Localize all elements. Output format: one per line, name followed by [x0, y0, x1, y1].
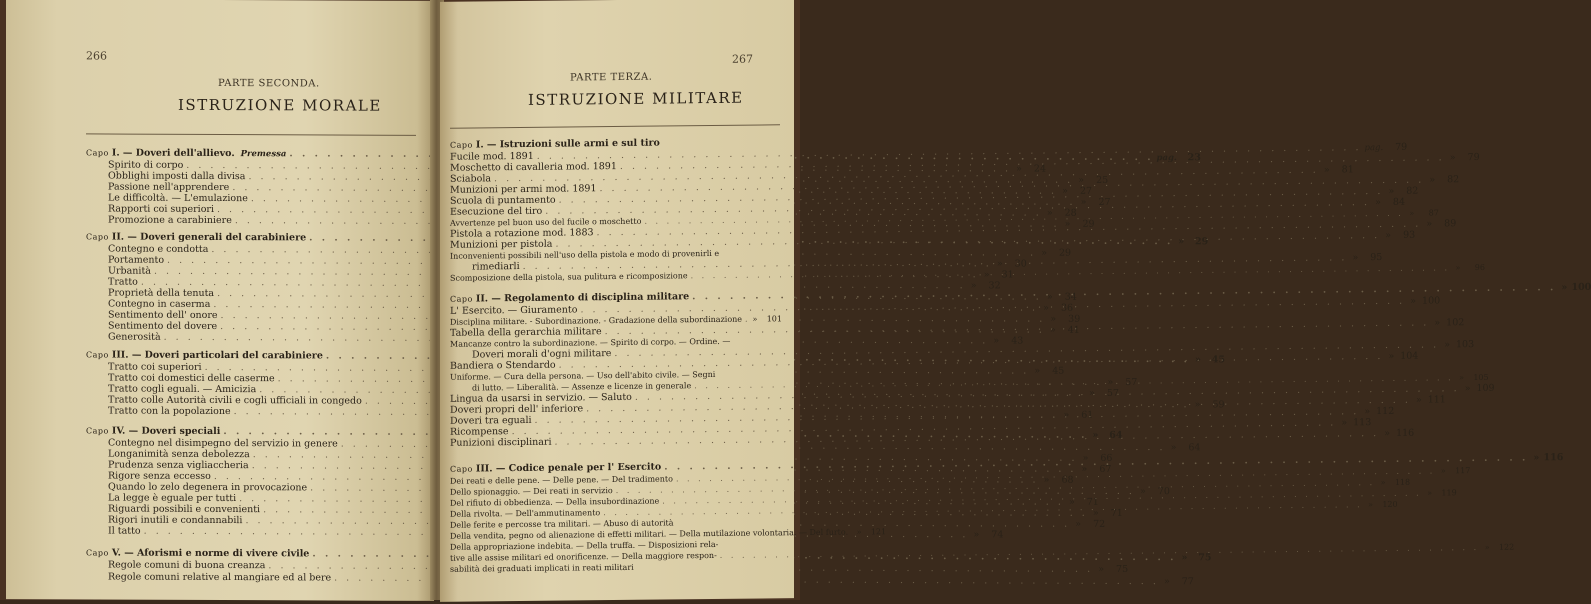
ditto-mark: »: [1063, 409, 1070, 421]
entry-text: Urbanità: [108, 265, 151, 277]
ditto-mark: »: [1444, 339, 1451, 351]
entry-text: Tratto coi domestici delle caserme: [108, 372, 275, 385]
page-ref: 81: [1341, 164, 1354, 176]
ditto-mark: »: [1075, 518, 1082, 530]
entry-text: Tratto cogli eguali. — Amicizia: [108, 383, 257, 396]
pag-label: pag.: [1156, 153, 1177, 164]
entry-text: Punizioni disciplinari: [450, 436, 552, 449]
entry-text: I. — Doveri dell'allievo.: [111, 147, 235, 160]
entry-title: [86, 349, 323, 361]
entry-title: [450, 138, 660, 151]
page-ref: 57: [1125, 376, 1138, 389]
entry-text: Portamento: [108, 254, 165, 266]
page-number: 266: [86, 49, 107, 63]
ditto-mark: »: [1082, 452, 1089, 464]
ditto-mark: »: [1078, 174, 1085, 186]
entry-title: [86, 231, 306, 243]
ditto-mark: »: [996, 258, 1003, 270]
entry-text: Contegno in caserma: [108, 298, 211, 310]
page-ref: 27: [1079, 185, 1093, 197]
ditto-mark: »: [1449, 152, 1456, 164]
entry-text: Lingua da usarsi in servizio. — Saluto: [450, 391, 632, 405]
ditto-mark: »: [1050, 313, 1057, 325]
chapter-word: Capo: [450, 294, 476, 304]
entry-text: Riguardi possibili e convenienti: [108, 503, 261, 516]
entry-text: Mancanze contro la subordinazione. — Spirito di corpo. — Ordine. —: [450, 336, 731, 349]
entry-title: [108, 332, 161, 343]
entry-title: [108, 244, 208, 255]
ditto-mark: »: [1459, 373, 1465, 383]
entry-text: Della appropriazione indebita. — Della truffa. — Disposizioni rela-: [450, 539, 719, 552]
ditto-mark: »: [1064, 218, 1071, 230]
part-title: ISTRUZIONE MILITARE: [528, 88, 744, 109]
entry-text: Fucile mod. 1891: [450, 150, 534, 163]
entry-title: [108, 277, 138, 288]
chapter-word: Capo: [86, 426, 112, 436]
entry-title: [108, 460, 249, 472]
chapter-word: Capo: [86, 350, 112, 360]
entry-title: [450, 173, 491, 184]
entry-title: [108, 182, 229, 194]
ditto-mark: »: [1034, 365, 1041, 377]
page-ref: 84: [1392, 196, 1405, 208]
dot-leader: [745, 314, 747, 325]
ditto-mark: »: [1049, 324, 1056, 336]
entry-title: [108, 171, 245, 183]
entry-title: [472, 261, 520, 272]
ditto-mark: »: [1434, 317, 1441, 329]
entry-title: [108, 560, 265, 572]
entry-text: Sciabola: [450, 173, 492, 185]
ditto-mark: »: [1410, 295, 1417, 307]
page-ref: 104: [1400, 350, 1419, 362]
page-ref: 75: [1116, 563, 1129, 575]
page-ref: 29: [1059, 247, 1072, 259]
entry-title: [86, 147, 286, 160]
entry-text: Del rifiuto di obbedienza. — Della insubordinazione: [450, 496, 660, 508]
entry-extra: Premessa: [240, 149, 287, 160]
entry-title: [108, 321, 217, 332]
page-ref: 70: [1157, 486, 1170, 498]
ditto-mark: »: [1016, 163, 1022, 175]
ditto-mark: »: [1195, 354, 1201, 366]
ditto-mark: »: [970, 280, 977, 292]
entry-title: [86, 547, 309, 559]
entry-text: III. — Doveri particolari del carabiniere: [111, 349, 323, 362]
ditto-mark: »: [1041, 247, 1048, 259]
entry-text: Scuola di puntamento: [450, 194, 556, 207]
entry-text: Contegno e condotta: [108, 243, 209, 255]
page-ref: 61: [1081, 409, 1094, 421]
toc-entry: [450, 560, 782, 574]
page-ref: 72: [1093, 518, 1106, 530]
ditto-mark: »: [1384, 427, 1391, 439]
ditto-mark: »: [1561, 282, 1568, 294]
entry-title: [108, 310, 218, 321]
entry-title: [450, 270, 688, 283]
entry-title: [108, 515, 242, 527]
entry-text: Scomposizione della pistola, sua pulitura e ricomposizione: [450, 271, 688, 283]
entry-title: [108, 362, 202, 373]
entry-text: Munizioni per pistola: [450, 238, 553, 251]
header-rule: [86, 133, 416, 135]
entry-title: [108, 482, 307, 494]
entry-text: Quando lo zelo degenera in provocazione: [108, 481, 308, 494]
entry-text: di lutto. — Liberalità. — Assenze e licenze in generale: [472, 381, 692, 393]
ditto-mark: »: [1163, 576, 1170, 588]
entry-text: Regole comuni relative al mangiare ed al bere: [108, 571, 332, 584]
part-heading: PARTE SECONDA.: [218, 77, 320, 90]
entry-text: Disciplina militare. - Subordinazione. - Gradazione della subordinazione: [450, 314, 743, 327]
page-ref: 25: [1096, 174, 1109, 186]
ditto-mark: »: [1181, 552, 1188, 564]
page-ref: 109: [1476, 382, 1495, 394]
entry-text: Ricompense: [450, 426, 509, 438]
page-ref: 64: [1109, 429, 1123, 441]
ditto-mark: »: [1484, 542, 1490, 552]
page-ref: 68: [1061, 474, 1074, 486]
page-ref: 117: [1455, 466, 1471, 476]
entry-text: Le difficoltà. — L'emulazione: [108, 192, 248, 205]
ditto-mark: »: [1062, 185, 1068, 197]
page-ref: 111: [1427, 394, 1446, 406]
page-ref: 28: [1064, 207, 1077, 219]
ditto-mark: »: [1043, 474, 1050, 486]
entry-text: Moschetto di cavalleria mod. 1891: [450, 161, 617, 174]
entry-text: Spirito di corpo: [108, 159, 184, 171]
entry-text: La legge è eguale per tutti: [108, 492, 237, 505]
ditto-mark: »: [1388, 350, 1395, 362]
entry-title: [108, 384, 256, 396]
ditto-mark: »: [1464, 383, 1471, 395]
entry-text: II. — Regolamento di disciplina militare: [475, 291, 690, 305]
ditto-mark: »: [1429, 174, 1436, 186]
ditto-mark: »: [1092, 429, 1099, 441]
page-ref: 100: [1571, 281, 1591, 294]
entry-text: Munizioni per armi mod. 1891: [450, 183, 597, 196]
entry-title: [450, 562, 634, 575]
page-ref: 45: [1211, 354, 1225, 366]
page-ref: 96: [1474, 262, 1485, 273]
toc-entry: [108, 571, 1194, 588]
entry-text: Delle ferite e percosse tra militari. — Abuso di autorità: [450, 518, 674, 530]
ditto-mark: »: [1107, 376, 1114, 388]
page-ref: 105: [1473, 372, 1489, 383]
entry-title: [108, 160, 183, 171]
entry-title: [108, 299, 210, 310]
entry-text: Regole comuni di buona creanza: [108, 559, 266, 572]
page-ref: 31: [1001, 269, 1014, 281]
entry-text: Dei reati e delle pene. — Delle pene. — Del tradimento: [450, 474, 673, 486]
page-ref: 34: [1064, 291, 1077, 303]
entry-title: [108, 255, 164, 266]
page-ref: 79: [1395, 141, 1408, 153]
ditto-mark: »: [1352, 252, 1359, 264]
page-ref: 89: [1444, 218, 1457, 230]
page-ref: 32: [988, 280, 1001, 292]
ditto-mark: »: [993, 335, 1000, 347]
entry-text: Dello spionaggio. — Dei reati in servizio: [450, 486, 613, 497]
page-ref: 100: [1422, 295, 1441, 307]
page-ref: 67: [1099, 463, 1112, 475]
entry-text: Sentimento del dovere: [108, 320, 218, 332]
chapter-word: Capo: [450, 140, 476, 150]
entry-text: Sentimento dell' onore: [108, 309, 218, 321]
chapter-word: Capo: [450, 464, 476, 474]
entry-text: II. — Doveri generali del carabiniere: [111, 231, 307, 244]
entry-text: L' Esercito. — Giuramento: [450, 304, 578, 317]
page-ref: 39: [1068, 313, 1081, 325]
entry-title: [450, 437, 551, 449]
entry-title: [108, 193, 248, 205]
ditto-mark: »: [1323, 164, 1330, 176]
entry-text: Della rivolta. — Dell'ammutinamento: [450, 508, 601, 519]
page-ref: 82: [1447, 174, 1460, 186]
entry-text: tive alle assise militari ed onorificenze. — Della maggiore respon-: [450, 550, 717, 563]
part-title: ISTRUZIONE MORALE: [178, 95, 382, 115]
entry-title: [108, 471, 211, 482]
ditto-mark: »: [1380, 477, 1386, 488]
entry-text: Uniforme. — Cura della persona. — Uso dell'abito civile. — Segni: [450, 369, 716, 382]
ditto-mark: »: [1098, 563, 1105, 575]
entry-text: I. — Istruzioni sulle armi e sul tiro: [475, 137, 660, 151]
ditto-mark: »: [1415, 394, 1422, 406]
page-ref: 71: [1086, 496, 1099, 508]
entry-text: Inconvenienti possibili nell'uso della pistola e modo di provenirli e: [450, 248, 720, 261]
page-ref: 103: [1455, 339, 1475, 351]
ditto-mark: »: [1081, 463, 1088, 475]
entry-title: [108, 406, 231, 418]
page-ref: 41: [1067, 324, 1080, 336]
entry-text: Tratto: [108, 276, 138, 288]
page-ref: 101: [766, 314, 782, 324]
page-ref: 118: [1394, 477, 1411, 487]
entry-text: Promozione a carabiniere: [108, 214, 232, 227]
ditto-mark: »: [1194, 399, 1201, 411]
entry-text: Tratto coi superiori: [108, 361, 202, 373]
ditto-mark: »: [1046, 207, 1053, 219]
page-ref: 57: [1106, 387, 1119, 399]
ditto-mark: »: [1426, 218, 1433, 230]
pag-label: pag.: [1364, 142, 1384, 154]
ditto-mark: »: [1092, 507, 1099, 519]
page-ref: 45: [1052, 365, 1065, 377]
chapter-word: Capo: [86, 548, 112, 558]
page-ref: 24: [1033, 163, 1047, 175]
page-ref: 95: [1370, 251, 1383, 264]
entry-text: rimediarli: [472, 261, 520, 273]
entry-text: Contegno nel disimpegno del servizio in genere: [108, 437, 338, 450]
page-ref: 75: [1198, 552, 1212, 564]
entry-text: Il tatto: [108, 525, 141, 537]
entry-text: V. — Aforismi e norme di vivere civile: [111, 547, 310, 560]
part-heading: PARTE TERZA.: [570, 71, 653, 84]
entry-text: sabilità dei graduati implicati in reati militari: [450, 562, 634, 574]
entry-text: Doveri propri dell' inferiore: [450, 403, 584, 416]
entry-text: Avvertenze pel buon uso del fucile o moschetto: [450, 216, 642, 228]
entry-text: Generosità: [108, 331, 161, 343]
ditto-mark: »: [1068, 496, 1075, 508]
ditto-mark: »: [1089, 387, 1095, 399]
page-ref: 120: [1382, 499, 1398, 509]
page-ref: 121: [870, 527, 887, 537]
entry-text: Tratto colle Autorità civili e cogli ufficiali in congedo: [108, 394, 362, 407]
ditto-mark: »: [1455, 263, 1461, 273]
entry-text: Della vendita, pegno od alienazione di effetti militari. — Della mutilazione volontaria. — Del furto.: [450, 527, 849, 541]
entry-text: Doveri morali d'ogni militare: [472, 348, 612, 361]
entry-text: IV. — Doveri speciali: [111, 425, 221, 438]
entry-text: Doveri tra eguali: [450, 414, 532, 427]
ditto-mark: »: [1139, 486, 1146, 498]
ditto-mark: »: [1440, 466, 1446, 476]
entry-title: [108, 572, 331, 584]
page-ref: 29: [1082, 218, 1095, 230]
page-ref: 74: [991, 529, 1004, 541]
entry-text: Obblighi imposti dalla divisa: [108, 170, 246, 183]
page-ref: 59: [1212, 399, 1225, 411]
entry-title: [450, 151, 534, 163]
page-ref: 116: [1396, 427, 1415, 439]
page-ref: 30: [1014, 258, 1027, 270]
page-ref: 71: [1110, 507, 1123, 519]
ditto-mark: »: [1046, 291, 1053, 303]
chapter-word: Capo: [86, 148, 112, 158]
entry-title: [86, 425, 220, 437]
entry-text: Pistola a rotazione mod. 1883: [450, 227, 594, 240]
page-ref: 66: [1100, 452, 1113, 464]
ditto-mark: »: [1080, 196, 1087, 208]
ditto-mark: »: [1178, 236, 1185, 248]
entry-text: Longanimità senza debolezza: [108, 448, 250, 461]
ditto-mark: »: [973, 529, 980, 541]
page-ref: 113: [1353, 417, 1372, 429]
entry-text: Rapporti coi superiori: [108, 203, 215, 215]
entry-title: [108, 373, 275, 385]
header-rule: [450, 124, 780, 128]
ditto-mark: »: [1364, 406, 1371, 418]
page-ref: 119: [1441, 488, 1457, 498]
entry-title: [108, 204, 214, 215]
ditto-mark: »: [983, 269, 990, 281]
ditto-mark: »: [1385, 229, 1392, 241]
ditto-mark: »: [1388, 185, 1395, 197]
entry-title: [450, 415, 532, 427]
entry-text: Tratto con la popolazione: [108, 405, 231, 418]
entry-title: [108, 266, 151, 277]
page-ref: 43: [1011, 335, 1024, 347]
page-ref: 79: [1467, 151, 1480, 164]
ditto-mark: »: [1341, 417, 1348, 429]
entry-text: Passione nell'apprendere: [108, 181, 230, 194]
entry-title: [450, 426, 509, 438]
page-ref: 93: [1403, 229, 1416, 241]
page-ref: 64: [1188, 442, 1201, 454]
ditto-mark: »: [1375, 197, 1381, 209]
page-number: 267: [732, 52, 753, 66]
ditto-mark: »: [856, 527, 862, 537]
entry-title: [108, 449, 250, 461]
page-ref: 36: [1060, 302, 1074, 314]
page-ref: 87: [1428, 208, 1439, 218]
page-ref: 27: [1098, 196, 1111, 208]
entry-text: Bandiera o Stendardo: [450, 359, 556, 372]
ditto-mark: »: [1368, 500, 1374, 510]
ditto-mark: »: [1409, 208, 1415, 218]
entry-text: Prudenza senza vigliaccheria: [108, 459, 249, 472]
entry-title: [108, 215, 232, 227]
page-ref: 23: [1187, 152, 1201, 164]
entry-title: [450, 462, 661, 475]
chapter-word: Capo: [86, 232, 112, 242]
entry-text: Rigore senza eccesso: [108, 470, 211, 482]
entry-text: Esecuzione del tiro: [450, 205, 543, 218]
ditto-mark: »: [752, 314, 758, 324]
entry-text: Rigori inutili e condannabili: [108, 514, 243, 527]
page-ref: 102: [1446, 317, 1465, 329]
entry-title: [108, 504, 260, 516]
ditto-mark: »: [1170, 442, 1177, 454]
page-ref: 82: [1406, 185, 1419, 197]
page-ref: 122: [1498, 542, 1515, 552]
page-ref: 112: [1376, 405, 1395, 418]
page-ref: 29: [1195, 236, 1209, 248]
entry-text: Tabella della gerarchia militare: [450, 326, 602, 339]
ditto-mark: »: [1427, 488, 1433, 498]
ditto-mark: »: [1043, 302, 1049, 314]
entry-title: [108, 526, 141, 537]
entry-title: [108, 288, 214, 299]
entry-text: Proprietà della tenuta: [108, 287, 215, 299]
entry-title: [108, 493, 236, 505]
ditto-mark: »: [1533, 452, 1540, 464]
entry-text: III. — Codice penale per l' Esercito: [475, 461, 662, 475]
page-ref: 77: [1181, 576, 1194, 588]
page-ref: 116: [1543, 452, 1564, 464]
